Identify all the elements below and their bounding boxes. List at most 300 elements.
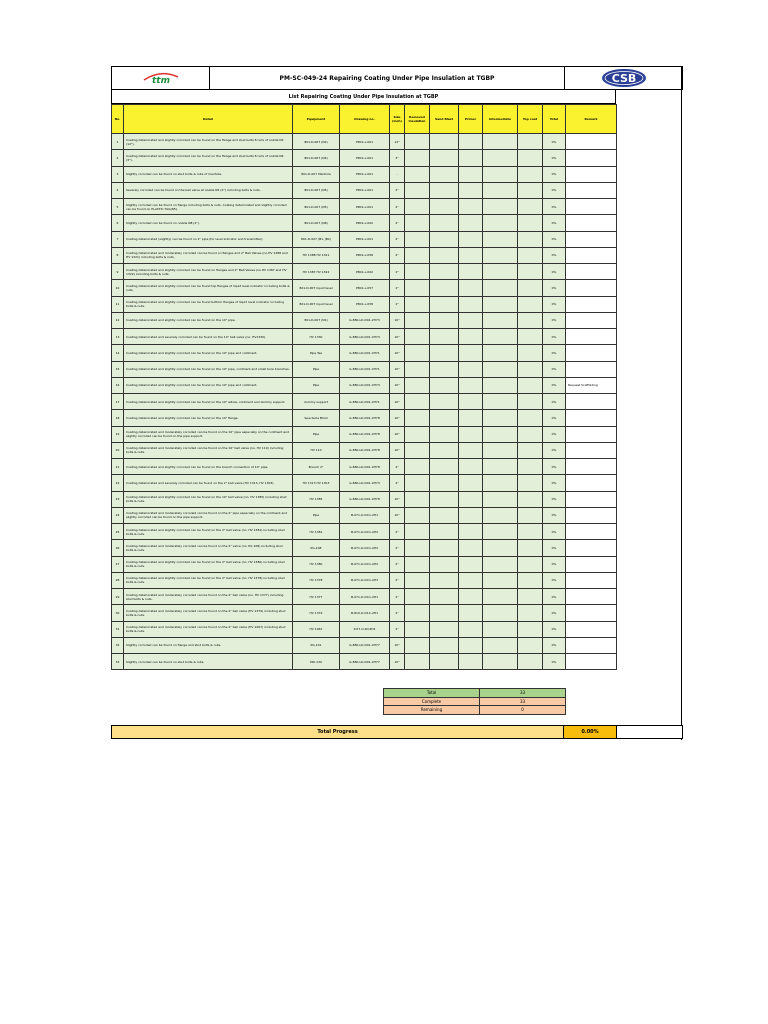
row-removed-insulation: [405, 605, 430, 621]
row-size: 2": [390, 296, 405, 312]
row-top-coat: [518, 410, 543, 426]
row-equipment: 801-D-007 (B1, JB2): [293, 231, 340, 247]
row-removed-insulation: [405, 199, 430, 215]
row-detail: Coating deteriorated and slightly corroded can be found top flanges of liquid level indicator including bolts & nuts.: [124, 280, 293, 296]
row-size: 12": [390, 134, 405, 150]
row-top-coat: [518, 621, 543, 637]
row-drawing: P801-L-001: [340, 150, 390, 166]
row-size: 10": [390, 637, 405, 653]
row-removed-insulation: [405, 507, 430, 523]
row-remark: [566, 410, 617, 426]
row-equipment: 801-D-007 liquid level: [293, 280, 340, 296]
row-total: 0%: [543, 589, 566, 605]
row-drawing: B-071-O-DC1-2H2: [340, 524, 390, 540]
row-intermediate: [483, 540, 518, 556]
row-drawing: G-880-LO-D01-2H78: [340, 410, 390, 426]
row-total: 0%: [543, 296, 566, 312]
row-remark: [566, 507, 617, 523]
row-removed-insulation: [405, 654, 430, 670]
row-no: 29: [112, 589, 124, 605]
row-primer: [459, 134, 483, 150]
row-detail: Coating deteriorated and severely corroded can be found on the 2" ball valve (HV 1313, HV 1303).: [124, 475, 293, 491]
row-primer: [459, 572, 483, 588]
row-total: 0%: [543, 507, 566, 523]
row-primer: [459, 361, 483, 377]
col-equipment: Equipment: [293, 105, 340, 134]
row-primer: [459, 605, 483, 621]
row-top-coat: [518, 475, 543, 491]
row-detail: Coating deteriorated and slightly corroded can be found on the 2" ball valve (no. HV 1381) including stud bolts & nuts.: [124, 524, 293, 540]
row-sand-blast: [430, 182, 459, 198]
row-total: 0%: [543, 199, 566, 215]
row-equipment: HV 1379: [293, 605, 340, 621]
row-size: 2": [390, 182, 405, 198]
row-size: 10": [390, 361, 405, 377]
total-progress-bar: [111, 725, 683, 739]
logo-right-text: CSB: [611, 72, 636, 85]
row-drawing: G-880-LO-D01-2H73: [340, 377, 390, 393]
row-equipment: 801-D-007 (N1): [293, 312, 340, 328]
row-drawing: P801-L-001: [340, 134, 390, 150]
row-no: 15: [112, 361, 124, 377]
row-size: 2": [390, 605, 405, 621]
row-top-coat: [518, 312, 543, 328]
row-primer: [459, 296, 483, 312]
row-remark: [566, 589, 617, 605]
row-remark: [566, 134, 617, 150]
row-primer: [459, 345, 483, 361]
row-remark: [566, 654, 617, 670]
row-intermediate: [483, 329, 518, 345]
row-sand-blast: [430, 215, 459, 231]
row-total: 0%: [543, 637, 566, 653]
col-primer: Primer: [459, 105, 483, 134]
row-drawing: G-880-LO-D01-2H73: [340, 312, 390, 328]
row-remark: [566, 329, 617, 345]
row-removed-insulation: [405, 134, 430, 150]
row-drawing: G-880-LO-D01-2H77: [340, 654, 390, 670]
row-no: 6: [112, 215, 124, 231]
row-remark: [566, 524, 617, 540]
row-drawing: G-880-LO-D01-2H78: [340, 491, 390, 507]
row-top-coat: [518, 296, 543, 312]
col-top-coat: Top coat: [518, 105, 543, 134]
col-removed-insulation: Removed Insulation: [405, 105, 430, 134]
row-drawing: B-071-O-DC1-2H3: [340, 572, 390, 588]
total-progress-label: Total Progress: [112, 726, 564, 738]
row-total: 0%: [543, 231, 566, 247]
row-size: 10": [390, 491, 405, 507]
row-size: 2": [390, 199, 405, 215]
row-drawing: G-880-LO-D01-2H78: [340, 459, 390, 475]
total-progress-value: 0.00%: [564, 726, 617, 738]
row-total: 0%: [543, 312, 566, 328]
row-sand-blast: [430, 637, 459, 653]
row-detail: Coating deteriorated and moderately corroded can be found on the 2" ball valve (HV 1379) including stud bolts & nuts.: [124, 605, 293, 621]
row-intermediate: [483, 264, 518, 280]
row-detail: Coating deteriorated and slightly corroded can be found on the flange and stud bolts 8 nuts of nozzle N4 (3").: [124, 150, 293, 166]
table-row: [112, 361, 617, 377]
row-primer: [459, 491, 483, 507]
row-top-coat: [518, 199, 543, 215]
row-no: 1: [112, 134, 124, 150]
row-drawing: B-071-O-DC1-2H2: [340, 540, 390, 556]
row-removed-insulation: [405, 264, 430, 280]
row-equipment: dummy support: [293, 394, 340, 410]
summary-remaining-value: 0: [480, 706, 566, 715]
table-row: [112, 637, 617, 653]
row-removed-insulation: [405, 621, 430, 637]
row-intermediate: [483, 654, 518, 670]
row-top-coat: [518, 459, 543, 475]
row-size: 2": [390, 540, 405, 556]
row-remark: [566, 556, 617, 572]
col-sand-blast: Sand Blast: [430, 105, 459, 134]
row-intermediate: [483, 524, 518, 540]
row-size: 3": [390, 150, 405, 166]
row-intermediate: [483, 605, 518, 621]
table-row: [112, 605, 617, 621]
row-total: 0%: [543, 166, 566, 182]
row-top-coat: [518, 524, 543, 540]
summary-remaining-label: Remaining: [384, 706, 480, 715]
row-sand-blast: [430, 491, 459, 507]
page-title: PM-SC-049-24 Repairing Coating Under Pipe Insulation at TGBP: [279, 74, 495, 82]
row-removed-insulation: [405, 556, 430, 572]
row-detail: Coating deteriorated and slightly corroded can be found on flanges and 2" Ball Valves (no.HV 1387 and HV 1322) including bolts & nuts.: [124, 264, 293, 280]
row-no: 33: [112, 654, 124, 670]
row-sand-blast: [430, 247, 459, 263]
row-equipment: 801-D-007 Manhole: [293, 166, 340, 182]
row-removed-insulation: [405, 231, 430, 247]
row-sand-blast: [430, 410, 459, 426]
row-sand-blast: [430, 540, 459, 556]
row-drawing: G-880-LO-D01-2H71: [340, 394, 390, 410]
row-removed-insulation: [405, 540, 430, 556]
row-equipment: HV 1381: [293, 524, 340, 540]
table-row: [112, 589, 617, 605]
row-total: 0%: [543, 264, 566, 280]
row-no: 13: [112, 329, 124, 345]
row-size: -: [390, 166, 405, 182]
table-row: [112, 134, 617, 150]
row-intermediate: [483, 491, 518, 507]
table-row: [112, 215, 617, 231]
row-equipment: 801-D-007 (N2): [293, 134, 340, 150]
row-detail: Coating deteriorated and slightly corroded can be found on the 2" ball valve (no. HV 1380) including stud bolts & nuts.: [124, 556, 293, 572]
row-size: 2": [390, 231, 405, 247]
row-total: 0%: [543, 442, 566, 458]
row-remark: [566, 394, 617, 410]
row-drawing: B-071-O-DC1-2H2: [340, 556, 390, 572]
row-primer: [459, 215, 483, 231]
row-sand-blast: [430, 589, 459, 605]
row-drawing: P801-L-001: [340, 199, 390, 215]
row-primer: [459, 589, 483, 605]
row-equipment: Pipe: [293, 426, 340, 442]
row-remark: [566, 182, 617, 198]
row-total: 0%: [543, 426, 566, 442]
row-detail: Slightly corroded can be found on stud bolts & nuts.: [124, 654, 293, 670]
row-primer: [459, 556, 483, 572]
table-row: [112, 166, 617, 182]
row-intermediate: [483, 410, 518, 426]
row-detail: Slightly corroded can be found on nozzle N8 (2").: [124, 215, 293, 231]
row-size: 2": [390, 524, 405, 540]
row-top-coat: [518, 442, 543, 458]
row-remark: [566, 621, 617, 637]
row-intermediate: [483, 394, 518, 410]
ttm-logo-icon: [141, 71, 181, 85]
row-drawing: P801-L-002: [340, 264, 390, 280]
row-size: 2": [390, 621, 405, 637]
row-detail: Coating deteriorated and slightly corroded can be found on the 10" pipe.: [124, 312, 293, 328]
row-primer: [459, 410, 483, 426]
row-drawing: P801-L-058: [340, 247, 390, 263]
row-detail: Slightly corroded can be found on flange and stud bolts & nuts.: [124, 637, 293, 653]
table-row: [112, 312, 617, 328]
row-remark: [566, 264, 617, 280]
row-primer: [459, 540, 483, 556]
spreadsheet: [111, 66, 683, 740]
row-sand-blast: [430, 199, 459, 215]
row-drawing: P801-L-002: [340, 215, 390, 231]
row-sand-blast: [430, 394, 459, 410]
csb-logo-icon: [600, 68, 648, 88]
table-row: [112, 556, 617, 572]
row-size: 2": [390, 264, 405, 280]
row-top-coat: [518, 150, 543, 166]
table-row: [112, 231, 617, 247]
row-equipment: 801-D-007 (N5): [293, 182, 340, 198]
row-remark: [566, 442, 617, 458]
table-row: [112, 280, 617, 296]
row-primer: [459, 231, 483, 247]
table-row: [112, 410, 617, 426]
row-intermediate: [483, 150, 518, 166]
row-no: 4: [112, 182, 124, 198]
row-top-coat: [518, 605, 543, 621]
row-removed-insulation: [405, 215, 430, 231]
row-remark: [566, 637, 617, 653]
row-remark: [566, 199, 617, 215]
row-detail: Coating deteriorated and moderately corroded can be found on flanges and 2" Ball Valves (no.HV 1388 and HV 1321) including bolts & nuts.: [124, 247, 293, 263]
row-intermediate: [483, 426, 518, 442]
row-equipment: HV 1313 HV 1303: [293, 475, 340, 491]
row-removed-insulation: [405, 361, 430, 377]
col-no: No.: [112, 105, 124, 134]
row-intermediate: [483, 361, 518, 377]
row-top-coat: [518, 361, 543, 377]
row-total: 0%: [543, 621, 566, 637]
row-detail: Coating deteriorated and moderately corroded can be found on the 10" ball valve (no. HV 110) including bolts & nuts.: [124, 442, 293, 458]
row-no: 2: [112, 150, 124, 166]
row-equipment: Pipe Tee: [293, 345, 340, 361]
row-size: 2": [390, 475, 405, 491]
row-total: 0%: [543, 361, 566, 377]
row-drawing: B-071-O-DC1-2H1: [340, 507, 390, 523]
row-total: 0%: [543, 524, 566, 540]
row-equipment: 801-D-007 (N8): [293, 215, 340, 231]
row-size: 2": [390, 572, 405, 588]
row-total: 0%: [543, 572, 566, 588]
row-no: 27: [112, 556, 124, 572]
row-drawing: G-880-LO-D01-2H73: [340, 475, 390, 491]
summary-complete-row: [384, 697, 566, 706]
col-remark: Remark: [566, 105, 617, 134]
row-total: 0%: [543, 150, 566, 166]
row-no: 16: [112, 377, 124, 393]
row-top-coat: [518, 247, 543, 263]
row-detail: Coating deteriorated and slightly corroded can be found on the 2" ball valve (no. HV 1378) including stud bolts & nuts.: [124, 572, 293, 588]
csb-logo: [564, 67, 682, 89]
row-sand-blast: [430, 166, 459, 182]
row-size: 10": [390, 377, 405, 393]
row-intermediate: [483, 345, 518, 361]
row-equipment: Spectacle Blind: [293, 410, 340, 426]
table-row: [112, 345, 617, 361]
row-intermediate: [483, 182, 518, 198]
row-size: 10": [390, 410, 405, 426]
row-equipment: HV 1330: [293, 329, 340, 345]
row-detail: Slightly corroded can be found on flange including bolts & nuts. Coating deteriorated and slightly corroded can be found on PLASTIC TAG(N5).: [124, 199, 293, 215]
row-top-coat: [518, 556, 543, 572]
row-equipment: HV 110: [293, 442, 340, 458]
row-drawing: G-880-LO-D01-2H71: [340, 361, 390, 377]
table-row: [112, 572, 617, 588]
row-primer: [459, 247, 483, 263]
row-no: 22: [112, 475, 124, 491]
row-detail: Coating deteriorated and moderately corroded can be found on the 2" valve (no. PG 108) including stud bolts & nuts.: [124, 540, 293, 556]
row-detail: Coating deteriorated and slightly corroded can be found on the 10" pipe and coldment.: [124, 377, 293, 393]
row-sand-blast: [430, 345, 459, 361]
row-removed-insulation: [405, 296, 430, 312]
row-drawing: P801-L-001: [340, 231, 390, 247]
row-remark: [566, 361, 617, 377]
row-remark: [566, 605, 617, 621]
row-remark: [566, 475, 617, 491]
row-total: 0%: [543, 410, 566, 426]
row-detail: Coating deteriorated and moderately corroded can be found on the 10" pipe especially on the coldment and slightly corroded can be found on the pipe support.: [124, 426, 293, 442]
row-drawing: B-810-O-D1C-2H1: [340, 605, 390, 621]
row-sand-blast: [430, 442, 459, 458]
row-sand-blast: [430, 459, 459, 475]
table-row: [112, 377, 617, 393]
row-primer: [459, 459, 483, 475]
row-size: 2": [390, 215, 405, 231]
row-removed-insulation: [405, 589, 430, 605]
row-no: 5: [112, 199, 124, 215]
row-no: 12: [112, 312, 124, 328]
row-no: 8: [112, 247, 124, 263]
table-row: [112, 654, 617, 670]
row-size: 2": [390, 589, 405, 605]
summary-complete-value: 33: [480, 697, 566, 706]
row-remark: [566, 296, 617, 312]
row-sand-blast: [430, 264, 459, 280]
row-remark: [566, 345, 617, 361]
row-size: 10": [390, 426, 405, 442]
table-row: [112, 442, 617, 458]
row-primer: [459, 507, 483, 523]
table-row: [112, 491, 617, 507]
row-intermediate: [483, 215, 518, 231]
row-sand-blast: [430, 426, 459, 442]
row-top-coat: [518, 572, 543, 588]
row-intermediate: [483, 589, 518, 605]
row-detail: Coating deteriorated and slightly corroded can be found on the 10" pipe and coldment.: [124, 345, 293, 361]
row-sand-blast: [430, 312, 459, 328]
row-equipment: PG-108: [293, 540, 340, 556]
summary-total-row: [384, 689, 566, 698]
row-equipment: Pipe: [293, 507, 340, 523]
row-drawing: P801-L-058: [340, 296, 390, 312]
row-drawing: G-880-LO-D01-2H78: [340, 426, 390, 442]
row-total: 0%: [543, 654, 566, 670]
row-removed-insulation: [405, 491, 430, 507]
row-top-coat: [518, 329, 543, 345]
row-sand-blast: [430, 475, 459, 491]
row-detail: Coating deteriorated and slightly corroded can be found on the 10" flange.: [124, 410, 293, 426]
row-intermediate: [483, 556, 518, 572]
row-no: 10: [112, 280, 124, 296]
row-sand-blast: [430, 296, 459, 312]
row-total: 0%: [543, 215, 566, 231]
row-no: 23: [112, 491, 124, 507]
col-size: Size (inch): [390, 105, 405, 134]
table-row: [112, 621, 617, 637]
row-no: 3: [112, 166, 124, 182]
row-drawing: G-880-LO-D01-2H77: [340, 637, 390, 653]
row-top-coat: [518, 280, 543, 296]
row-intermediate: [483, 572, 518, 588]
row-equipment: HV 1378: [293, 572, 340, 588]
row-top-coat: [518, 166, 543, 182]
row-remark: [566, 231, 617, 247]
row-remark: [566, 459, 617, 475]
row-primer: [459, 426, 483, 442]
table-row: [112, 426, 617, 442]
row-top-coat: [518, 231, 543, 247]
table-row: [112, 540, 617, 556]
row-size: 10": [390, 312, 405, 328]
summary-remaining-row: [384, 706, 566, 715]
row-equipment: HV 1380: [293, 556, 340, 572]
row-no: 26: [112, 540, 124, 556]
row-total: 0%: [543, 345, 566, 361]
row-detail: Coating deteriorated and slightly corroded can be found on the 10" pipe, coldment and small bore branches.: [124, 361, 293, 377]
table-row: [112, 296, 617, 312]
row-size: 10": [390, 442, 405, 458]
row-removed-insulation: [405, 182, 430, 198]
col-drawing: Drawing no.: [340, 105, 390, 134]
row-drawing: G-880-LO-D01-2H71: [340, 345, 390, 361]
row-detail: Severely corroded can be found on the ball valve at nozzle N5 (2") including bolts & nuts.: [124, 182, 293, 198]
row-intermediate: [483, 166, 518, 182]
row-top-coat: [518, 426, 543, 442]
row-primer: [459, 199, 483, 215]
row-sand-blast: [430, 556, 459, 572]
row-no: 14: [112, 345, 124, 361]
table-row: [112, 264, 617, 280]
row-no: 20: [112, 442, 124, 458]
row-remark: [566, 491, 617, 507]
row-no: 28: [112, 572, 124, 588]
row-equipment: PG-101: [293, 637, 340, 653]
row-total: 0%: [543, 377, 566, 393]
row-no: 32: [112, 637, 124, 653]
table-row: [112, 182, 617, 198]
